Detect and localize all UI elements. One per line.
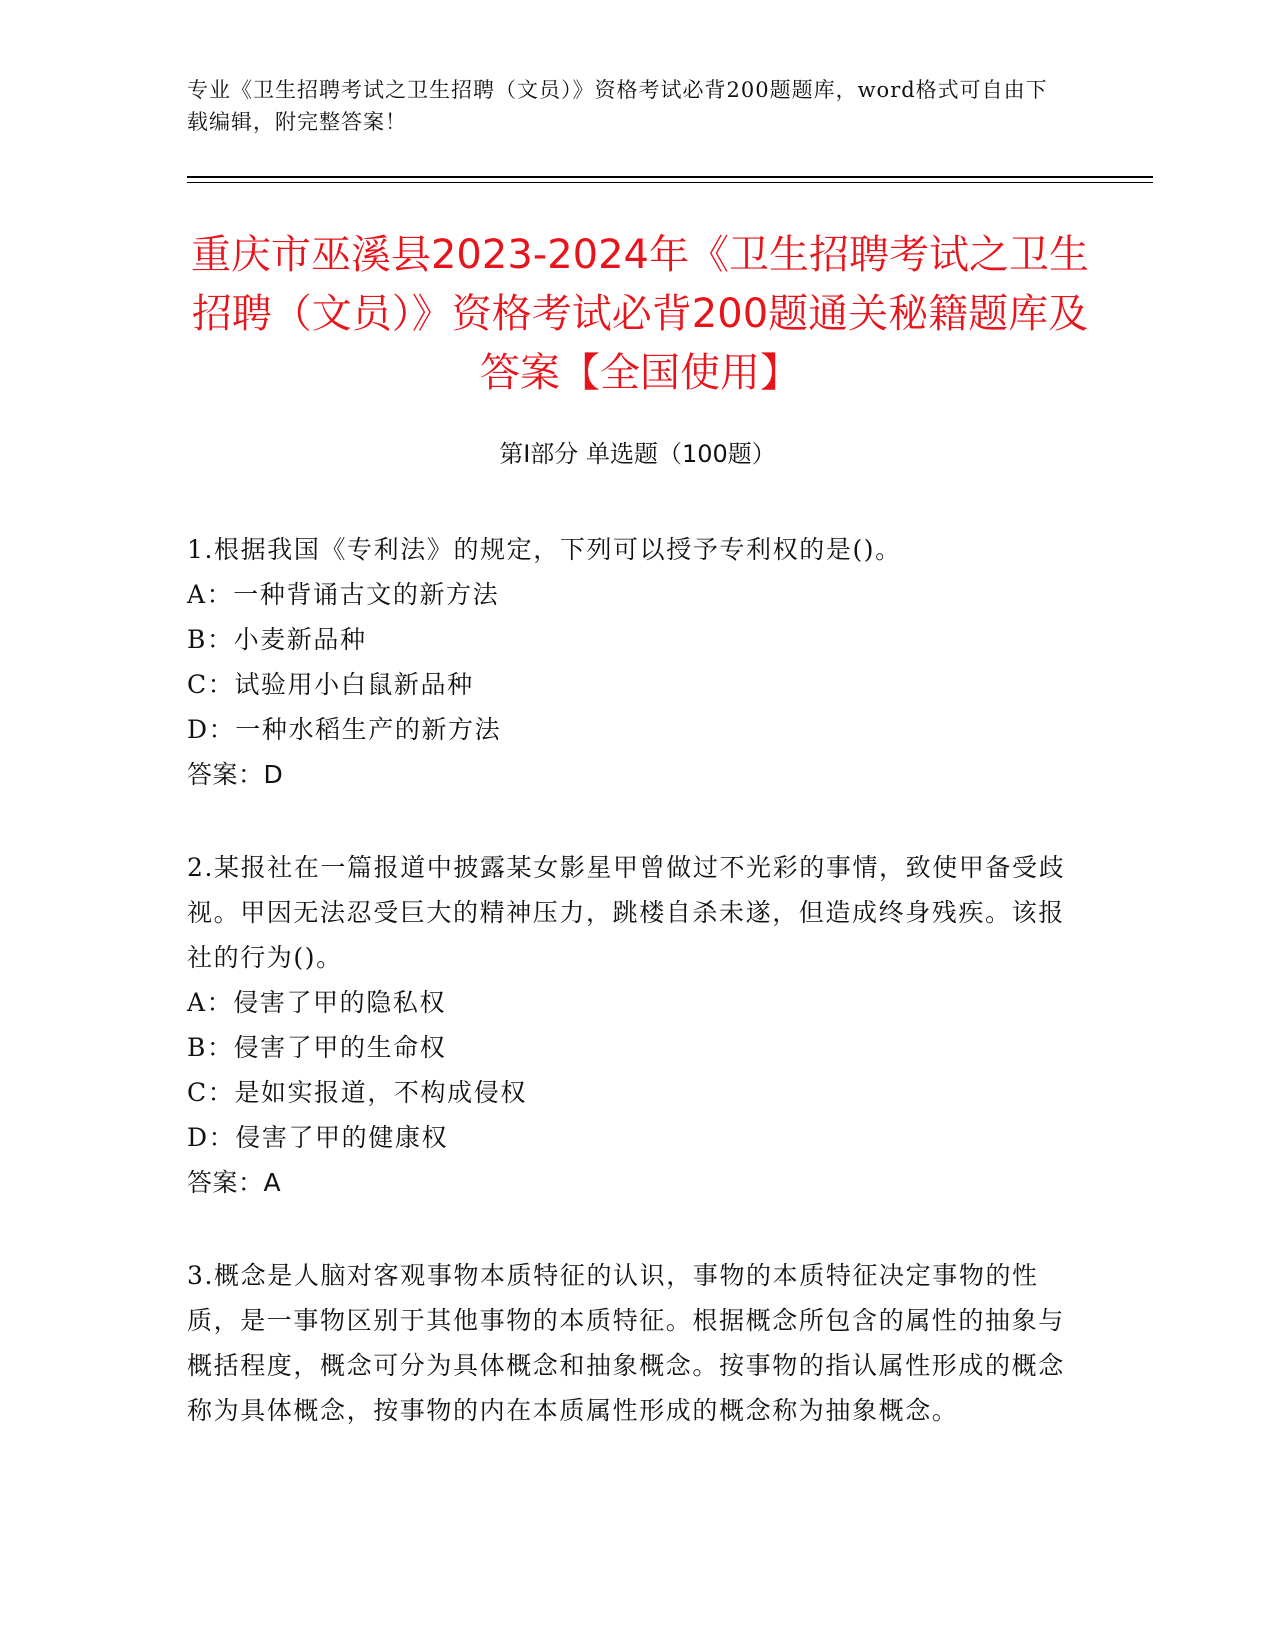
option-d: D：一种水稻生产的新方法 bbox=[187, 715, 502, 744]
question-stem: 3.概念是人脑对客观事物本质特征的认识，事物的本质特征决定事物的性质，是一事物区别于其他事物的本质特征。根据概念所包含的属性的抽象与概括程度，概念可分为具体概念和抽象概念。按事物的指认属性形成的概念称为具体概念，按事物的内在本质属性形成的概念称为抽象概念。 bbox=[187, 1261, 1065, 1425]
answer: 答案：A bbox=[187, 1168, 282, 1197]
option-a: A：一种背诵古文的新方法 bbox=[187, 580, 500, 609]
question-1 bbox=[187, 527, 1067, 797]
question-3 bbox=[187, 1253, 1067, 1433]
option-c: C：试验用小白鼠新品种 bbox=[187, 670, 474, 699]
question-stem: 2.某报社在一篇报道中披露某女影星甲曾做过不光彩的事情，致使甲备受歧视。甲因无法忍受巨大的精神压力，跳楼自杀未遂，但造成终身残疾。该报社的行为()。 bbox=[187, 853, 1066, 972]
header-divider-thin bbox=[187, 182, 1153, 183]
option-c: C：是如实报道，不构成侵权 bbox=[187, 1078, 527, 1107]
option-a: A：侵害了甲的隐私权 bbox=[187, 988, 447, 1017]
option-d: D：侵害了甲的健康权 bbox=[187, 1123, 449, 1152]
question-list bbox=[187, 527, 1067, 1481]
option-b: B：侵害了甲的生命权 bbox=[187, 1033, 447, 1062]
question-2 bbox=[187, 845, 1067, 1205]
header-note: 专业《卫生招聘考试之卫生招聘（文员）》资格考试必背200题题库，word格式可自由下载编辑，附完整答案！ bbox=[187, 78, 1048, 134]
answer: 答案：D bbox=[187, 760, 284, 789]
option-b: B：小麦新品种 bbox=[187, 625, 367, 654]
document-title: 重庆市巫溪县2023-2024年《卫生招聘考试之卫生招聘（文员）》资格考试必背200题通关秘籍题库及答案【全国使用】 bbox=[190, 232, 1090, 396]
section-heading: 第Ⅰ部分 单选题（100题） bbox=[499, 440, 776, 468]
header-divider-thick bbox=[187, 176, 1153, 178]
question-stem: 1.根据我国《专利法》的规定，下列可以授予专利权的是()。 bbox=[187, 535, 902, 564]
